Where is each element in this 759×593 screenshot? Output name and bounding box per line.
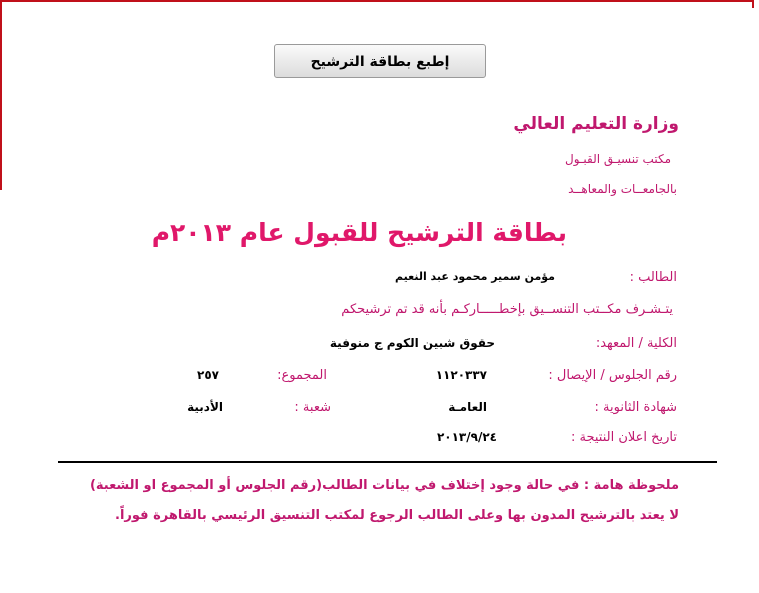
office-line-1: مكتب تنسيـق القبـول bbox=[564, 152, 671, 166]
frame-left-border bbox=[0, 0, 2, 190]
seat-number-label: رقم الجلوس / الإيصال : bbox=[548, 368, 677, 383]
certificate-label: شهادة الثانوية : bbox=[594, 400, 677, 415]
card-title: بطاقة الترشيح للقبول عام ٢٠١٣م bbox=[151, 218, 567, 247]
total-value: ٢٥٧ bbox=[197, 368, 219, 382]
branch-value: الأدبية bbox=[187, 400, 223, 414]
total-label: المجموع: bbox=[277, 368, 327, 383]
result-date-label: تاريخ اعلان النتيجة : bbox=[570, 430, 677, 445]
student-label: الطالب : bbox=[629, 270, 677, 285]
office-line-2: بالجامعــات والمعاهــد bbox=[568, 182, 677, 196]
honor-statement: يتـشـرف مكــتب التنســيق بإخطـــــاركـم بأنه قد تم ترشيحكم bbox=[341, 302, 673, 317]
important-note-line-2: لا يعتد بالترشيح المدون بها وعلى الطالب الرجوع لمكتب التنسيق الرئيسي بالقاهرة فوراً. bbox=[115, 508, 679, 523]
divider-line bbox=[58, 461, 717, 463]
print-card-button[interactable]: إطبع بطاقة الترشيح bbox=[274, 44, 486, 78]
result-date-value: ٢٠١٣/٩/٢٤ bbox=[436, 430, 497, 444]
student-name: مؤمن سمير محمود عبد النعيم bbox=[395, 270, 555, 283]
college-value: حقوق شبين الكوم ج منوفية bbox=[329, 336, 495, 350]
certificate-value: العامـة bbox=[448, 400, 487, 414]
college-label: الكلية / المعهد: bbox=[595, 336, 677, 351]
branch-label: شعبة : bbox=[294, 400, 331, 415]
frame-right-border bbox=[752, 0, 754, 8]
ministry-heading: وزارة التعليم العالي bbox=[513, 114, 679, 134]
frame-top-border bbox=[0, 0, 753, 2]
important-note-line-1: ملحوظة هامة : في حالة وجود إختلاف في بيانات الطالب(رقم الجلوس أو المجموع او الشعبة) bbox=[89, 478, 679, 493]
seat-number-value: ١١٢٠٣٣٧ bbox=[435, 368, 487, 382]
